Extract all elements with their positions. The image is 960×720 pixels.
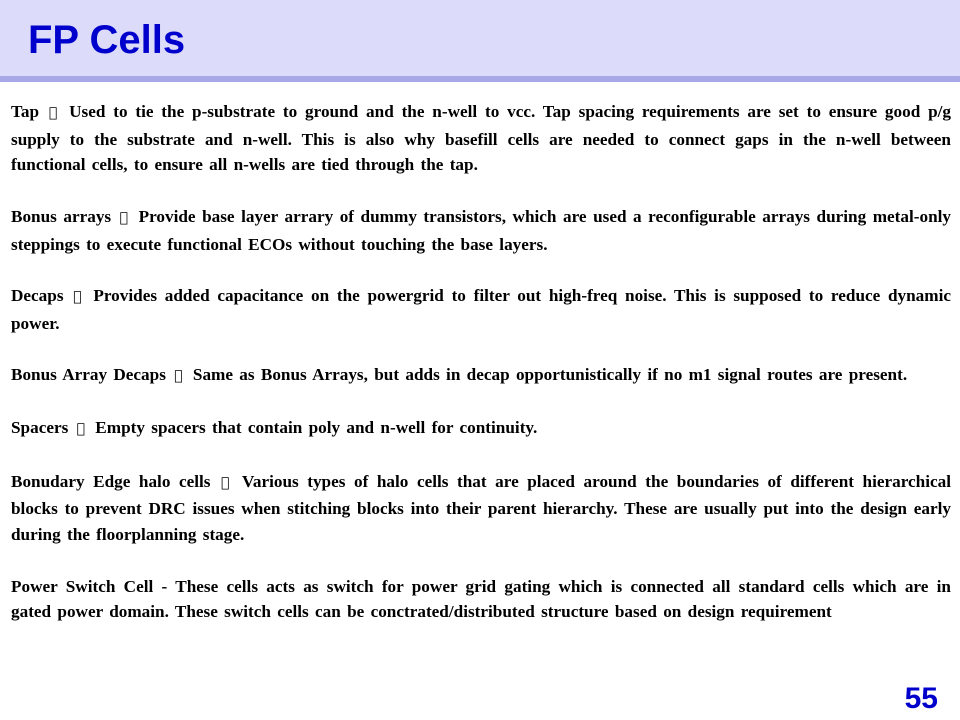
paragraph-tap — [11, 99, 951, 178]
description-tap: Used to tie the p-substrate to ground and the n-well to vcc. Tap spacing requirements are set to ensure good p/g supply to the substrate and n-well. This is also why basefill cells are needed to connect gaps in the n-well between functional cells, to ensure all n-wells are tied through the tap. — [11, 102, 951, 175]
description-spacers: Empty spacers that contain poly and n-well for continuity. — [80, 418, 523, 438]
arrow-icon — [49, 105, 57, 121]
arrow-icon — [221, 475, 229, 491]
title-underline — [0, 76, 960, 82]
dash-separator: - — [161, 576, 168, 596]
paragraph-boundary-edge-halo-cells — [11, 469, 951, 548]
paragraph-bonus-array-decaps — [11, 362, 951, 390]
slide-body — [11, 99, 951, 625]
arrow-icon — [174, 368, 182, 384]
description-bonus-array-decaps: Same as Bonus Arrays, but adds in decap opportunistically if no m1 signal routes are present. — [178, 364, 893, 384]
arrow-icon — [120, 210, 128, 226]
arrow-icon — [77, 421, 85, 437]
arrow-icon — [73, 289, 81, 305]
term-decaps: Decaps — [11, 285, 64, 305]
paragraph-decaps — [11, 283, 951, 336]
paragraph-bonus-arrays — [11, 204, 951, 257]
term-boundary-edge-halo-cells: Bonudary Edge halo cells — [11, 471, 211, 491]
paragraph-power-switch-cell — [11, 574, 951, 625]
term-power-switch-cell: Power Switch Cell — [11, 576, 154, 596]
term-bonus-array-decaps: Bonus Array Decaps — [11, 364, 166, 384]
description-bonus-arrays: Provide base layer arrary of dummy transistors, which are used a reconfigurable arrays during metal-only steppings to execute functional ECOs without touching the base layers. — [11, 206, 952, 254]
page-number: 55 — [904, 682, 938, 715]
slide-title: FP Cells — [28, 18, 186, 62]
term-tap: Tap — [11, 102, 40, 121]
description-power-switch-cell: These cells acts as switch for power grid gating which is connected all standard cells which are in gated power domain. These switch cells can be conctrated/distributed structure based on design requirement — [11, 576, 951, 622]
description-boundary-edge-halo-cells: Various types of halo cells that are placed around the boundaries of different hierarchical blocks to prevent DRC issues when stitching blocks into their parent hierarchy. These are usually put into the design early during the floorplanning stage. — [11, 471, 952, 545]
description-decaps: Provides added capacitance on the powergrid to filter out high-freq noise. This is supposed to reduce dynamic power. — [11, 285, 952, 333]
paragraph-spacers — [11, 415, 951, 443]
term-spacers: Spacers — [11, 418, 69, 438]
term-bonus-arrays: Bonus arrays — [11, 206, 112, 226]
